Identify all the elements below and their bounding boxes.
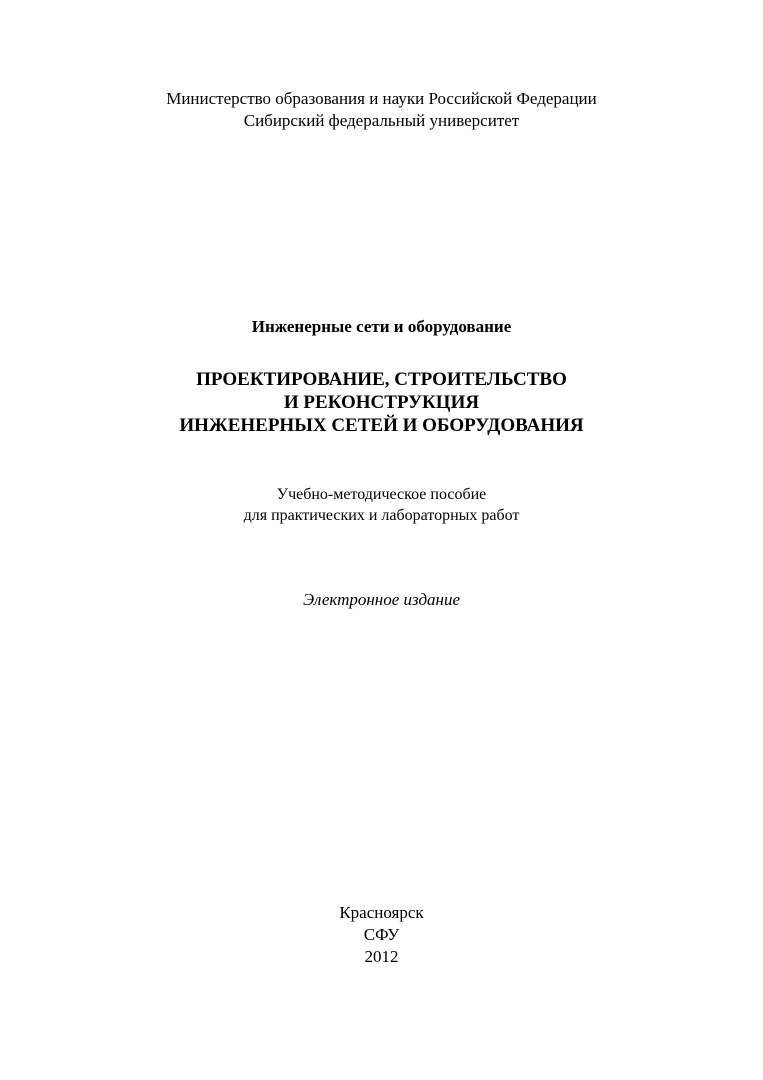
imprint-publisher: СФУ	[363, 925, 400, 944]
title-line-3: ИНЖЕНЕРНЫХ СЕТЕЙ И ОБОРУДОВАНИЯ	[179, 415, 584, 436]
ministry-name: Министерство образования и науки Российской Федерации	[166, 89, 597, 108]
edition-text: Электронное издание	[302, 590, 461, 609]
title-line-1: ПРОЕКТИРОВАНИЕ, СТРОИТЕЛЬСТВО	[196, 369, 567, 390]
series-title	[0, 316, 763, 338]
organization-header	[0, 88, 763, 132]
university-name: Сибирский федеральный университет	[243, 111, 520, 130]
imprint-year: 2012	[364, 947, 399, 966]
series-name: Инженерные сети и оборудование	[251, 317, 512, 336]
publication-type-line-2: для практических и лабораторных работ	[243, 507, 520, 524]
document-title	[0, 368, 763, 437]
edition-note	[0, 589, 763, 611]
title-line-2: И РЕКОНСТРУКЦИЯ	[283, 392, 480, 413]
publication-type	[0, 484, 763, 526]
publication-type-line-1: Учебно-методическое пособие	[276, 486, 487, 503]
imprint	[0, 902, 763, 968]
imprint-city: Красноярск	[339, 903, 424, 922]
